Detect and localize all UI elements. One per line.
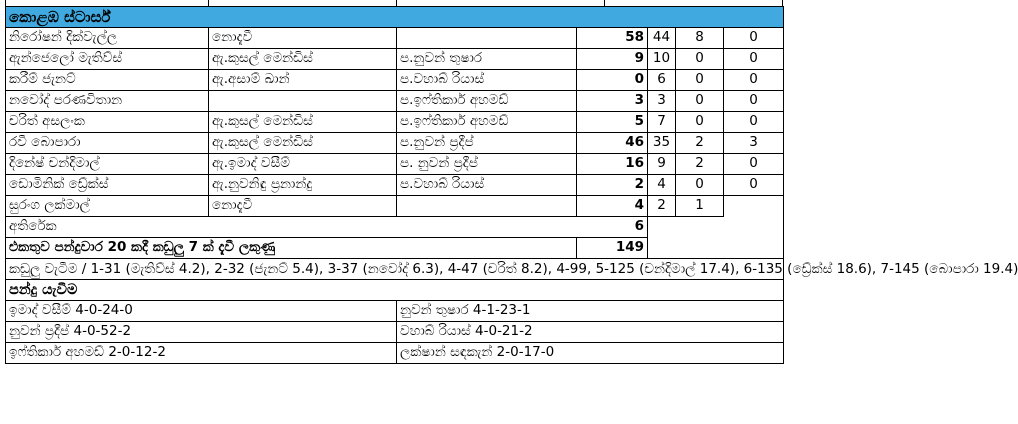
runs: 46 [577, 133, 648, 154]
sixes: 0 [724, 154, 784, 175]
dismissal: ඇ.ඉමාද් වසීම් [209, 154, 397, 175]
runs: 9 [577, 49, 648, 70]
bowler [397, 28, 577, 49]
team-header-row [6, 7, 784, 28]
batting-row [6, 91, 784, 112]
runs: 0 [577, 70, 648, 91]
sixes: 0 [724, 112, 784, 133]
bowling-figure: නුවන් තුෂාර 4-1-23-1 [397, 301, 784, 322]
batting-row [6, 70, 784, 91]
fall-of-wickets: කඩුලු වැටීම / 1-31 (මැතිව්ස් 4.2), 2-32 (ජැනට් 5.4), 3-37 (නවෝද් 6.3), 4-47 (චරිත් 8.2), 4-99, 5-125 (චන්දිමාල් 17.4), 6-135 (ඩ්‍රේක්ස් 18.6), 7-145 (බොපාරා 19.4) [6, 259, 784, 280]
sixes: 0 [724, 49, 784, 70]
bowling-row [6, 343, 784, 364]
fours: 0 [676, 49, 724, 70]
bowling-heading-row [6, 280, 784, 301]
extras-value: 6 [577, 217, 648, 238]
extras-label: අතිරේක [6, 217, 577, 238]
bowler: ප. නුවන් ප්‍රදීප් [397, 154, 577, 175]
dismissal: ඇ.අසාම් ඛාන් [209, 70, 397, 91]
bowling-figure: නුවන් ප්‍රදීප් 4-0-52-2 [6, 322, 397, 343]
sixes: 0 [724, 175, 784, 196]
dismissal [209, 91, 397, 112]
fours: 1 [676, 196, 724, 217]
total-row [6, 238, 784, 259]
batting-row [6, 28, 784, 49]
runs: 16 [577, 154, 648, 175]
fours: 2 [676, 133, 724, 154]
fours: 0 [676, 175, 724, 196]
fours: 0 [676, 112, 724, 133]
bowler: ප.නුවන් තුෂාර [397, 49, 577, 70]
bowler: ප.ඉෆ්තිකාර් අහමඩ් [397, 112, 577, 133]
extras-row [6, 217, 784, 238]
batting-row [6, 49, 784, 70]
total-blank [648, 238, 784, 259]
batter-name: චරිත් අසලංක [6, 112, 209, 133]
runs: 4 [577, 196, 648, 217]
total-value: 149 [577, 238, 648, 259]
fours: 2 [676, 154, 724, 175]
bowling-figure: ලක්ෂාන් සඳකැන් 2-0-17-0 [397, 343, 784, 364]
batter-name: රවී බොපාරා [6, 133, 209, 154]
batting-row [6, 196, 784, 217]
fours: 8 [676, 28, 724, 49]
batter-name: ඩොමිනික් ඩ්‍රේක්ස් [6, 175, 209, 196]
balls: 44 [648, 28, 676, 49]
batter-name: කරීම් ජැනට් [6, 70, 209, 91]
batting-row [6, 175, 784, 196]
runs: 3 [577, 91, 648, 112]
sixes [724, 196, 784, 217]
runs: 2 [577, 175, 648, 196]
balls: 6 [648, 70, 676, 91]
dismissal: ඇ.කුසල් මෙන්ඩිස් [209, 49, 397, 70]
fall-of-wickets-row [6, 259, 784, 280]
bowling-figure: ඉමාද් වසීම් 4-0-24-0 [6, 301, 397, 322]
fours: 0 [676, 70, 724, 91]
batting-row [6, 154, 784, 175]
batter-name: දිනේෂ් චන්දිමාල් [6, 154, 209, 175]
bowler: ප.වහාබ් රියාස් [397, 70, 577, 91]
dismissal: නොදැවී [209, 28, 397, 49]
balls: 2 [648, 196, 676, 217]
bowling-row [6, 301, 784, 322]
sixes: 0 [724, 70, 784, 91]
batter-name: නිරෝෂන් දික්වැල්ල [6, 28, 209, 49]
bowler: ප.වහාබ් රියාස් [397, 175, 577, 196]
sixes: 0 [724, 28, 784, 49]
batter-name: සුරංග ලක්මාල් [6, 196, 209, 217]
dismissal: ඇ.කුසල් මෙන්ඩිස් [209, 112, 397, 133]
bowling-figure: ඉෆ්තිකාර් අහමඩ් 2-0-12-2 [6, 343, 397, 364]
bowling-row [6, 322, 784, 343]
batting-row [6, 112, 784, 133]
dismissal: ඇ.නුවනිඳු ප්‍රනාන්දු [209, 175, 397, 196]
extras-blank [648, 217, 784, 238]
total-label: එකතුව පන්දුවාර 20 කදී කඩුලු 7 ක් දැවී ලකුණු [6, 238, 577, 259]
balls: 7 [648, 112, 676, 133]
balls: 3 [648, 91, 676, 112]
sixes: 0 [724, 91, 784, 112]
balls: 9 [648, 154, 676, 175]
runs: 5 [577, 112, 648, 133]
dismissal: ඇ.කුසල් මෙන්ඩිස් [209, 133, 397, 154]
batter-name: ඇන්ජෙලෝ මැතිව්ස් [6, 49, 209, 70]
balls: 4 [648, 175, 676, 196]
batting-row [6, 133, 784, 154]
balls: 10 [648, 49, 676, 70]
bowling-figure: වහාබ් රියාස් 4-0-21-2 [397, 322, 784, 343]
runs: 58 [577, 28, 648, 49]
bowler: ප.ඉෆ්තිකාර් අහමඩ් [397, 91, 577, 112]
bowler [397, 196, 577, 217]
fours: 0 [676, 91, 724, 112]
sixes: 3 [724, 133, 784, 154]
balls: 35 [648, 133, 676, 154]
dismissal: නොදැවී [209, 196, 397, 217]
bowler: ප.නුවන් ප්‍රදීප් [397, 133, 577, 154]
bowling-heading: පන්දු යැවීම [6, 280, 784, 301]
scorecard-table [5, 6, 1018, 364]
batter-name: නවෝද් පරණවිතාන [6, 91, 209, 112]
team-name: කොළඹ ස්ටාර්ස් [6, 7, 784, 28]
